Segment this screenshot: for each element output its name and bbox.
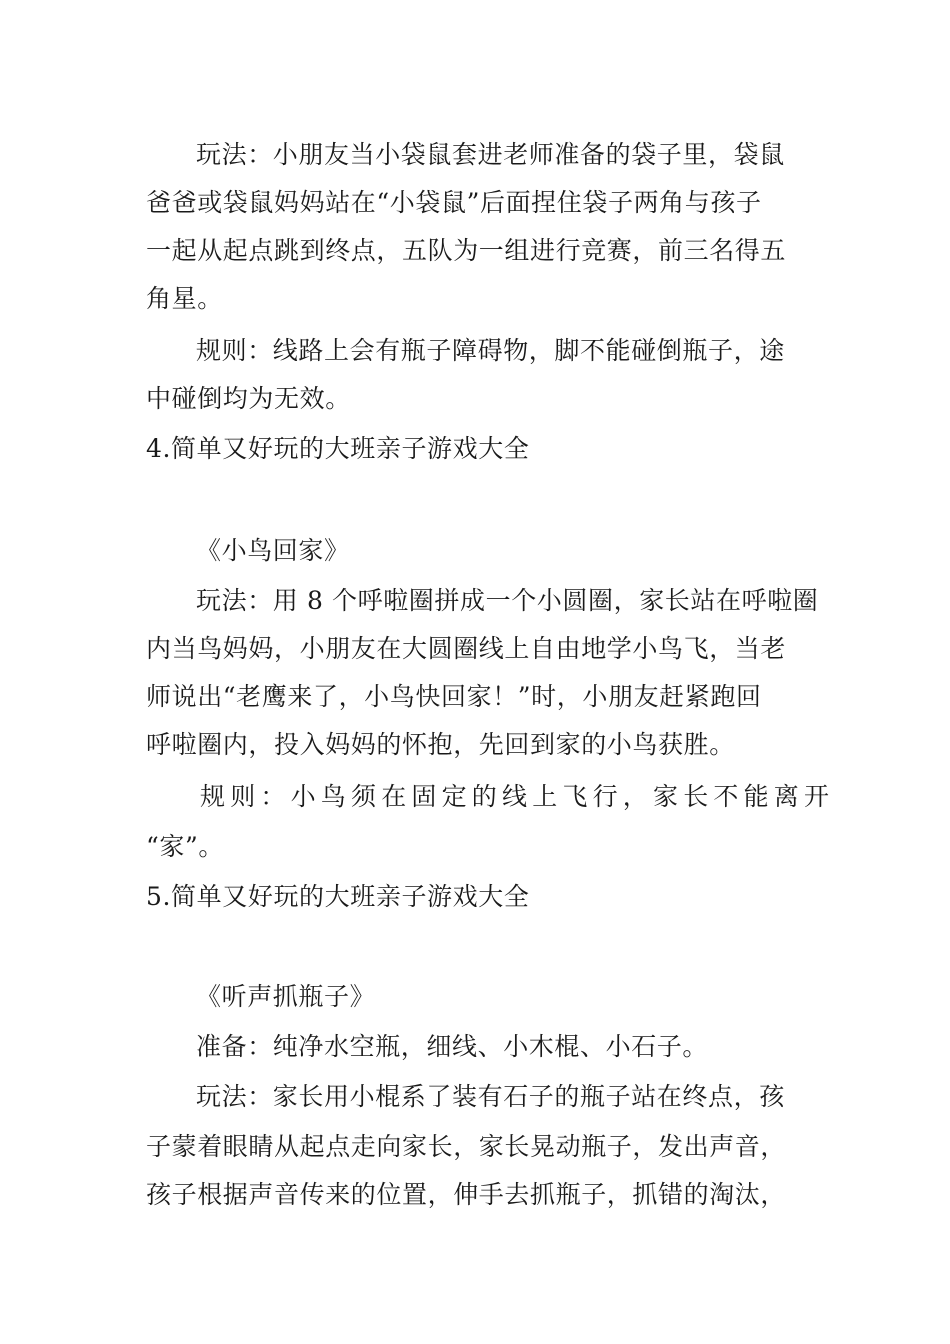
bird-rule-line-1: 规则：小鸟须在固定的线上飞行，家长不能离开	[200, 782, 835, 811]
bird-play-line-2: 内当鸟妈妈，小朋友在大圆圈线上自由地学小鸟飞，当老	[146, 634, 787, 663]
section-4-heading: 4.简单又好玩的大班亲子游戏大全	[146, 434, 530, 463]
bottle-play-line-2: 子蒙着眼睛从起点走向家长，家长晃动瓶子，发出声音，	[146, 1132, 787, 1161]
bottle-prep-line: 准备：纯净水空瓶，细线、小木棍、小石子。	[196, 1032, 709, 1061]
bird-play-line-4: 呼啦圈内，投入妈妈的怀抱，先回到家的小鸟获胜。	[146, 730, 735, 759]
bird-play-line-3: 师说出“老鹰来了，小鸟快回家！”时，小朋友赶紧跑回	[146, 682, 762, 711]
kangaroo-play-line-1: 玩法：小朋友当小袋鼠套进老师准备的袋子里，袋鼠	[196, 140, 785, 169]
bottle-game-title: 《听声抓瓶子》	[196, 982, 376, 1011]
kangaroo-play-line-2: 爸爸或袋鼠妈妈站在“小袋鼠”后面捏住袋子两角与孩子	[146, 188, 762, 217]
kangaroo-rule-line-1: 规则：线路上会有瓶子障碍物，脚不能碰倒瓶子，途	[196, 336, 785, 365]
section-5-heading: 5.简单又好玩的大班亲子游戏大全	[146, 882, 530, 911]
bottle-play-line-3: 孩子根据声音传来的位置，伸手去抓瓶子，抓错的淘汰，	[146, 1180, 787, 1209]
kangaroo-play-line-4: 角星。	[146, 284, 223, 313]
bird-game-title: 《小鸟回家》	[196, 536, 350, 565]
kangaroo-rule-line-2: 中碰倒均为无效。	[146, 384, 351, 413]
bottle-play-line-1: 玩法：家长用小棍系了装有石子的瓶子站在终点，孩	[196, 1082, 785, 1111]
bird-play-line-1: 玩法：用 8 个呼啦圈拼成一个小圆圈，家长站在呼啦圈	[196, 586, 819, 615]
bird-rule-line-2: “家”。	[146, 832, 224, 861]
kangaroo-play-line-3: 一起从起点跳到终点，五队为一组进行竞赛，前三名得五	[146, 236, 787, 265]
